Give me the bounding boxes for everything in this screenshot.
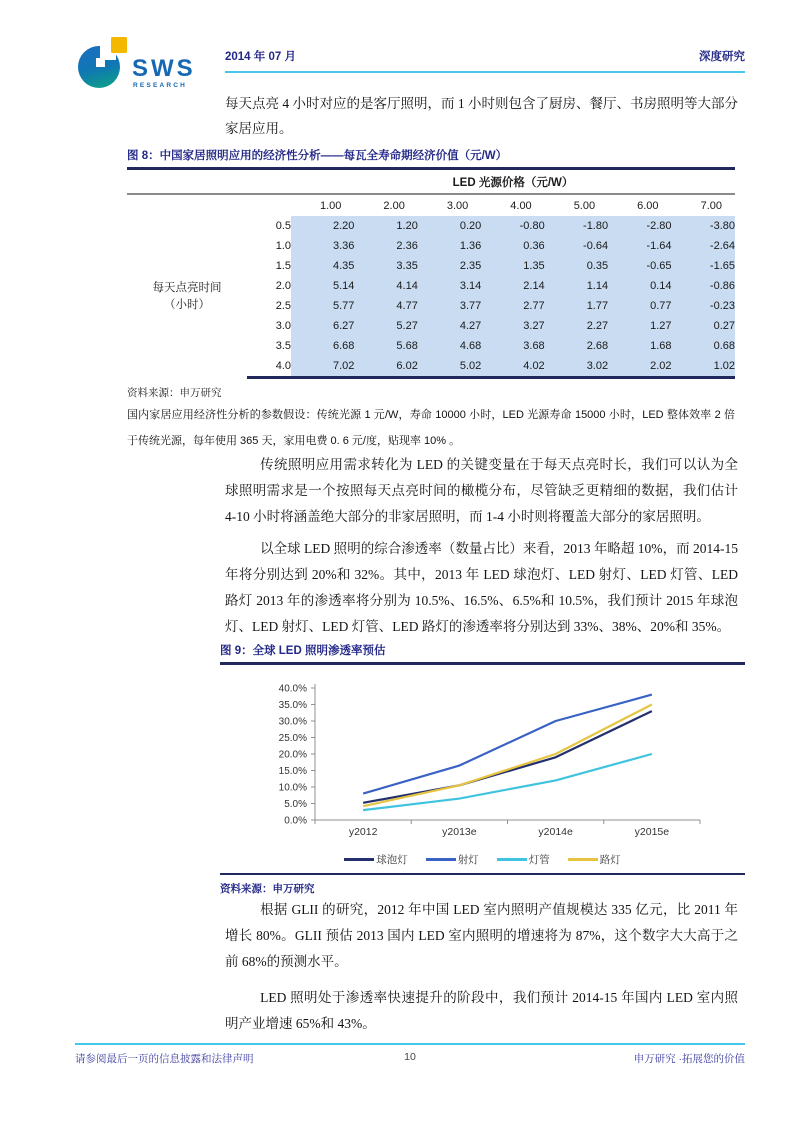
value-cell: 3.14 (418, 276, 481, 296)
table-corner-cell (127, 171, 291, 194)
y-axis-tick-label: 10.0% (278, 782, 307, 794)
page-number: 10 (404, 1051, 416, 1063)
value-cell: 1.14 (545, 276, 608, 296)
value-cell: 0.20 (418, 216, 481, 236)
value-cell: 3.27 (481, 316, 544, 336)
page-footer (75, 1043, 745, 1065)
y-axis-tick-label: 5.0% (284, 799, 307, 810)
table-row (127, 216, 735, 236)
value-cell: 1.36 (418, 236, 481, 256)
penetration-chart-wrap (220, 665, 745, 875)
value-cell: 1.77 (545, 296, 608, 316)
value-cell: 2.14 (481, 276, 544, 296)
legend-label: 灯管 (528, 854, 550, 866)
economics-table (127, 171, 735, 379)
figure9-block (220, 642, 745, 896)
x-axis-tick-label: y2012 (348, 826, 378, 838)
value-cell: 5.14 (291, 276, 354, 296)
y-axis-tick-label: 30.0% (278, 716, 307, 728)
value-cell: 0.36 (481, 236, 544, 256)
intro-paragraph: 每天点亮 4 小时对应的是客厅照明，而 1 小时则包含了厨房、餐厅、书房照明等大部分家居应用。 (225, 96, 738, 136)
logo-sub-text: RESEARCH (133, 82, 188, 89)
sws-logo (74, 34, 204, 96)
value-cell: -2.80 (608, 216, 671, 236)
value-cell: -1.80 (545, 216, 608, 236)
column-header: 2.00 (383, 199, 405, 212)
column-header: 5.00 (573, 199, 596, 212)
value-cell: 1.20 (354, 216, 417, 236)
y-axis-tick-label: 20.0% (278, 749, 307, 761)
value-cell: -1.65 (672, 256, 735, 276)
y-axis-tick-label: 40.0% (278, 683, 307, 695)
hours-cell: 0.5 (247, 216, 291, 236)
hours-cell: 3.0 (247, 316, 291, 336)
value-cell: 2.35 (418, 256, 481, 276)
value-cell: 4.35 (291, 256, 354, 276)
column-header: 3.00 (446, 199, 469, 212)
legend-item (568, 852, 621, 867)
value-cell: 4.68 (418, 336, 481, 356)
page-header (225, 48, 745, 73)
value-cell: -1.64 (608, 236, 671, 256)
hours-cell: 3.5 (247, 336, 291, 356)
value-cell: 3.68 (481, 336, 544, 356)
footer-disclaimer: 请参阅最后一页的信息披露和法律声明 (75, 1053, 254, 1065)
figure8-block (127, 147, 735, 454)
hours-cell: 1.5 (247, 256, 291, 276)
value-cell: 3.36 (291, 236, 354, 256)
footer-slogan: 申万研究 ·拓展您的价值 (633, 1053, 745, 1065)
column-header: 7.00 (700, 199, 722, 212)
value-cell: 5.27 (354, 316, 417, 336)
value-cell: 6.27 (291, 316, 354, 336)
value-cell: 2.68 (545, 336, 608, 356)
report-date: 2014 年 07 月 (225, 51, 296, 63)
value-cell: 5.68 (354, 336, 417, 356)
value-cell: 1.68 (608, 336, 671, 356)
value-cell: -2.64 (672, 236, 735, 256)
legend-item (497, 852, 550, 867)
value-cell: 0.68 (672, 336, 735, 356)
empty-cell (247, 194, 291, 216)
value-cell: 4.02 (481, 356, 544, 378)
figure8-note: 国内家居应用经济性分析的参数假设：传统光源 1 元/W，寿命 10000 小时，LED 光源寿命 15000 小时，LED 整体效率 2 倍于传统光源，每年使用 365 天，家用电费 0. 6 元/度，贴现率 10% 。 (127, 409, 735, 447)
chart-legend (220, 852, 745, 867)
legend-line-swatch (568, 858, 598, 860)
value-cell: 0.35 (545, 256, 608, 276)
figure8-source: 资料来源：申万研究 (127, 387, 222, 399)
paragraph-1: 传统照明应用需求转化为 LED 的关键变量在于每天点亮时长，我们可以认为全球照明需求是一个按照每天点亮时间的橄榄分布，尽管缺乏更精细的数据，我们估计 4-10 小时将涵盖绝大部分的非家居照明，而 1-4 小时则将覆盖大部分的家居照明。 (225, 457, 738, 524)
row-group-header: 每天点亮时间 （小时） (127, 216, 247, 378)
value-cell: 0.77 (608, 296, 671, 316)
hours-cell: 2.5 (247, 296, 291, 316)
value-cell: 4.27 (418, 316, 481, 336)
y-axis-tick-label: 15.0% (278, 766, 307, 777)
value-cell: 2.36 (354, 236, 417, 256)
value-cell: 1.02 (672, 356, 735, 378)
figure9-source: 资料来源：申万研究 (220, 883, 315, 895)
figure8-title: 图 8：中国家居照明应用的经济性分析——每瓦全寿命期经济价值（元/W） (127, 147, 735, 170)
table-group-header-row (127, 171, 735, 194)
value-cell: 2.77 (481, 296, 544, 316)
series-line-路灯 (363, 705, 652, 807)
hours-cell: 4.0 (247, 356, 291, 378)
sws-logo-icon (74, 34, 204, 96)
legend-label: 路灯 (599, 854, 621, 866)
value-cell: 0.14 (608, 276, 671, 296)
value-cell: 1.35 (481, 256, 544, 276)
value-cell: 5.02 (418, 356, 481, 378)
value-cell: 7.02 (291, 356, 354, 378)
value-cell: -0.65 (608, 256, 671, 276)
hours-cell: 2.0 (247, 276, 291, 296)
value-cell: 4.14 (354, 276, 417, 296)
legend-label: 球泡灯 (376, 854, 408, 866)
penetration-line-chart (220, 675, 745, 845)
paragraph-4: LED 照明处于渗透率快速提升的阶段中，我们预计 2014-15 年国内 LED 室内照明产业增速 65%和 43%。 (225, 990, 738, 1031)
value-cell: 0.27 (672, 316, 735, 336)
logo-cube-icon (111, 37, 127, 53)
value-cell: -0.80 (481, 216, 544, 236)
legend-item (426, 852, 479, 867)
column-group-header: LED 光源价格（元/W） (291, 171, 735, 194)
value-cell: 2.27 (545, 316, 608, 336)
y-axis-tick-label: 0.0% (284, 815, 307, 827)
series-line-射灯 (363, 695, 652, 794)
value-cell: 3.02 (545, 356, 608, 378)
y-axis-tick-label: 35.0% (278, 700, 307, 711)
value-cell: 6.02 (354, 356, 417, 378)
value-cell: 2.20 (291, 216, 354, 236)
legend-label: 射灯 (457, 854, 479, 866)
logo-notch-small (96, 58, 105, 67)
value-cell: 3.35 (354, 256, 417, 276)
figure9-title: 图 9：全球 LED 照明渗透率预估 (220, 642, 745, 665)
column-header: 6.00 (637, 199, 659, 212)
column-header: 1.00 (320, 199, 342, 212)
x-axis-tick-label: y2014e (538, 826, 573, 838)
value-cell: 3.77 (418, 296, 481, 316)
legend-line-swatch (344, 858, 374, 860)
column-header: 4.00 (510, 199, 532, 212)
empty-cell (127, 194, 247, 216)
hours-cell: 1.0 (247, 236, 291, 256)
logo-brand-text: SWS (132, 55, 196, 82)
value-cell: 4.77 (354, 296, 417, 316)
value-cell: -0.64 (545, 236, 608, 256)
x-axis-tick-label: y2013e (442, 826, 477, 838)
y-axis-tick-label: 25.0% (278, 733, 307, 744)
value-cell: 2.02 (608, 356, 671, 378)
value-cell: 5.77 (291, 296, 354, 316)
table-column-headers-row (127, 194, 735, 216)
value-cell: -0.86 (672, 276, 735, 296)
paragraph-3: 根据 GLII 的研究，2012 年中国 LED 室内照明产值规模达 335 亿元，比 2011 年增长 80%。GLII 预估 2013 国内 LED 室内照明的增速将为 87%，这个数字大大高于之前 68%的预测水平。 (225, 902, 738, 969)
value-cell: 6.68 (291, 336, 354, 356)
legend-line-swatch (426, 858, 456, 860)
value-cell: -0.23 (672, 296, 735, 316)
value-cell: 1.27 (608, 316, 671, 336)
report-type: 深度研究 (699, 51, 745, 63)
value-cell: -3.80 (672, 216, 735, 236)
legend-line-swatch (497, 858, 527, 860)
legend-item (344, 852, 408, 867)
x-axis-tick-label: y2015e (634, 826, 670, 838)
paragraph-2: 以全球 LED 照明的综合渗透率（数量占比）来看，2013 年略超 10%，而 2014-15 年将分别达到 20%和 32%。其中，2013 年 LED 球泡灯、LED 射灯、LED 灯管、LED 路灯 2013 年的渗透率将分别为 10.5%、16.5%、6.5%和 10.5%，我们预计 2015 年球泡灯、LED 射灯、LED 灯管、LED 路灯的渗透率将分别达到 33%、38%、20%和 35%。 (225, 541, 738, 634)
